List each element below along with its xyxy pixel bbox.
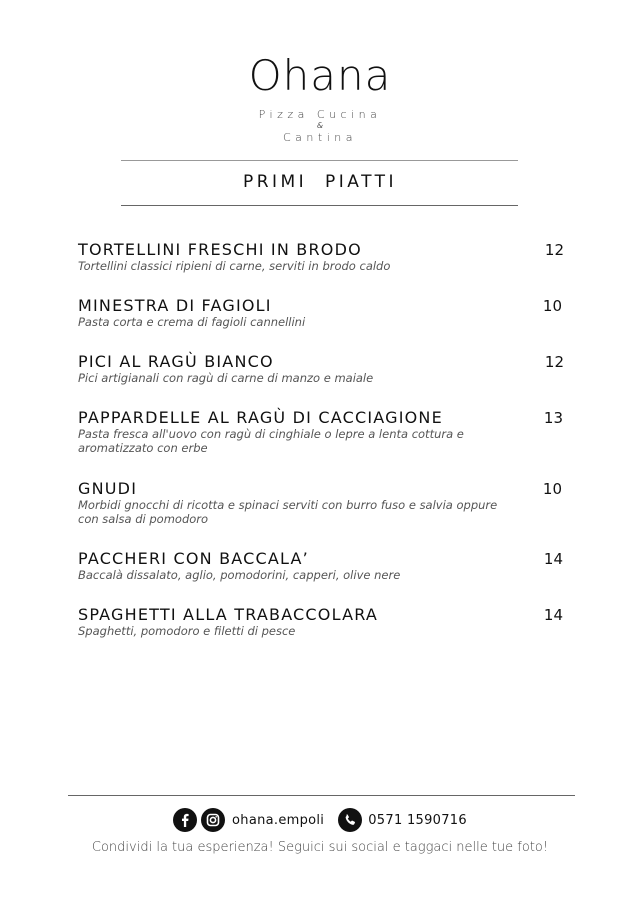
item-price: 14 [543, 550, 563, 568]
item-description: Morbidi gnocchi di ricotta e spinaci serviti con burro fuso e salvia oppure con salsa di pomodoro [78, 498, 498, 526]
item-name: PICI AL RAGÙ BIANCO [78, 352, 274, 371]
item-name: GNUDI [78, 479, 138, 498]
item-price: 10 [542, 297, 562, 315]
footer-contact-row [0, 808, 640, 832]
menu-item [78, 353, 568, 385]
item-name: TORTELLINI FRESCHI IN BRODO [78, 240, 362, 259]
item-description: Pasta fresca all'uovo con ragù di cinghiale o lepre a lenta cottura e aromatizzato con erbe [78, 427, 464, 455]
instagram-icon[interactable] [201, 808, 225, 832]
menu-item [78, 550, 568, 582]
item-price: 13 [543, 409, 563, 427]
item-description: Baccalà dissalato, aglio, pomodorini, capperi, olive nere [78, 568, 401, 582]
footer-tagline: Condividi la tua esperienza! Seguici sui social e taggaci nelle tue foto! [91, 840, 549, 855]
item-price: 12 [544, 353, 564, 371]
menu-item [78, 409, 568, 455]
subtitle-line-1: Pizza Cucina [258, 108, 382, 121]
divider-footer [68, 795, 575, 796]
item-description: Spaghetti, pomodoro e filetti di pesce [78, 624, 296, 638]
phone-number[interactable]: 0571 1590716 [368, 812, 467, 828]
social-handle[interactable]: ohana.empoli [232, 812, 325, 828]
item-name: SPAGHETTI ALLA TRABACCOLARA [78, 605, 379, 624]
item-description: Pici artigianali con ragù di carne di manzo e maiale [78, 371, 374, 385]
menu-item [78, 297, 568, 329]
divider-bottom [121, 205, 518, 206]
subtitle-line-2: Cantina [283, 131, 357, 144]
menu-item [78, 480, 568, 526]
item-name: PACCHERI CON BACCALA’ [78, 549, 309, 568]
item-description: Pasta corta e crema di fagioli cannellini [78, 315, 306, 329]
item-name: PAPPARDELLE AL RAGÙ DI CACCIAGIONE [78, 408, 443, 427]
item-description: Tortellini classici ripieni di carne, serviti in brodo caldo [78, 259, 391, 273]
menu-item [78, 241, 568, 273]
item-price: 14 [543, 606, 563, 624]
section-title: PRIMI PIATTI [242, 172, 398, 192]
item-price: 10 [542, 480, 562, 498]
logo: Ohana [248, 51, 392, 100]
item-name: MINESTRA DI FAGIOLI [78, 296, 272, 315]
subtitle-ampersand: & [316, 121, 324, 130]
item-price: 12 [544, 241, 564, 259]
facebook-icon[interactable] [173, 808, 197, 832]
menu-item [78, 606, 568, 638]
divider-top [121, 160, 518, 161]
phone-icon [338, 808, 362, 832]
